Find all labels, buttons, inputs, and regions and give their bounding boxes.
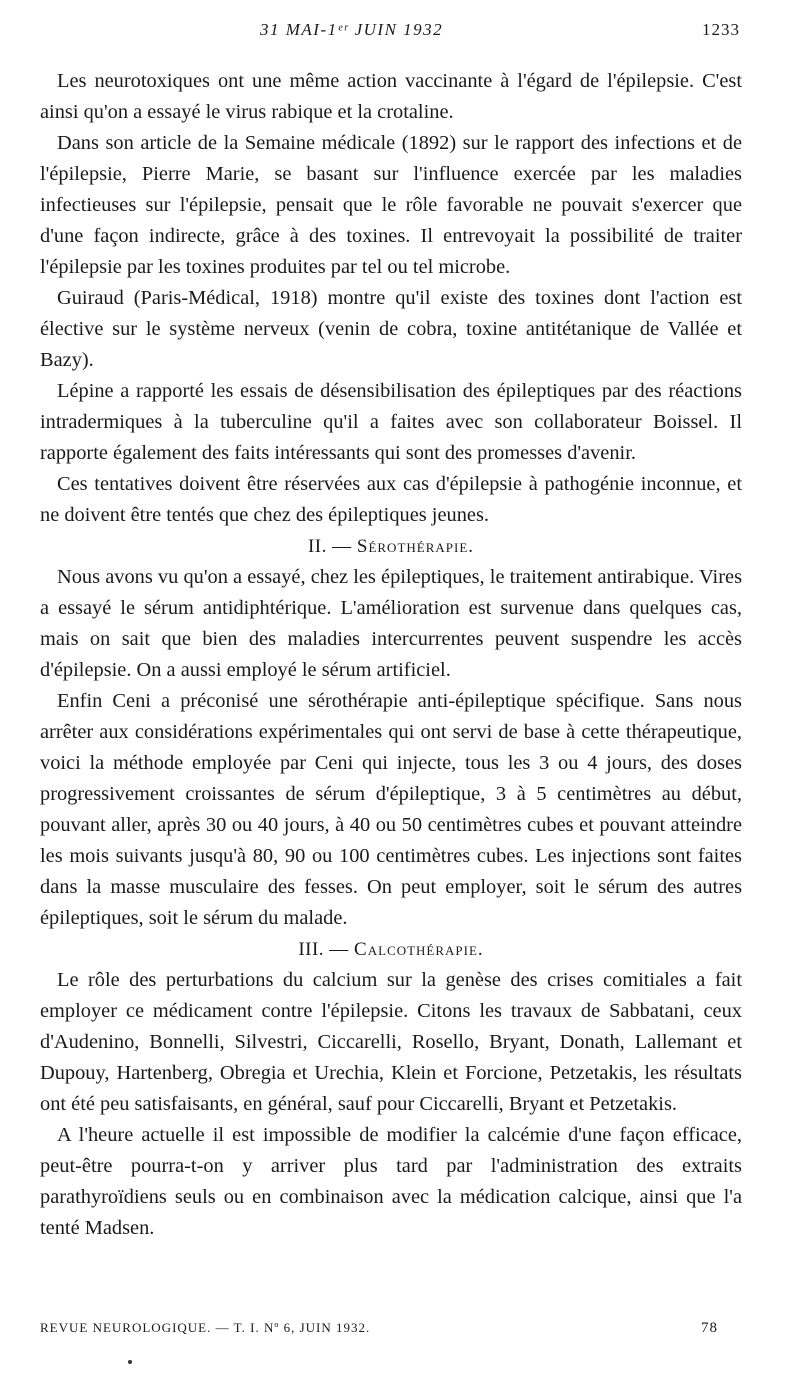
page-number: 1233 — [702, 20, 740, 39]
journal-signature: REVUE NEUROLOGIQUE. — T. I. Nº 6, JUIN 1932. — [40, 1320, 371, 1335]
section-numeral: II. — — [307, 536, 352, 557]
paragraph: Guiraud (Paris-Médical, 1918) montre qu'il existe des toxines dont l'action est élective sur le système nerveux (venin de cobra, toxine antitétanique de Vallée et Bazy). — [40, 287, 742, 371]
paragraph: Enfin Ceni a préconisé une sérothérapie anti-épileptique spécifique. Sans nous arrêter aux considérations expérimentales qui ont servi de base à cette thérapeutique, voici la méthode employée par Ceni qui injecte, tous les 3 ou 4 jours, des doses progressivement croissantes de sérum d'épileptique, 3 à 5 centimètres au début, pouvant aller, après 30 ou 40 jours, à 40 ou 50 centimètres cubes et pouvant atteindre les mois suivants jusqu'à 80, 90 ou 100 centimètres cubes. Les injections sont faites dans la masse musculaire des fesses. On peut employer, soit le sérum des autres épileptiques, soit le sérum du malade. — [40, 690, 742, 929]
section-heading-calcotherapie — [40, 934, 742, 965]
paragraph: Les neurotoxiques ont une même action vaccinante à l'égard de l'épilepsie. C'est ainsi qu'on a essayé le virus rabique et la crotaline. — [40, 70, 742, 123]
paragraph: Ces tentatives doivent être réservées aux cas d'épilepsie à pathogénie inconnue, et ne doivent être tentés que chez des épileptiques jeunes. — [40, 473, 742, 526]
paragraph: A l'heure actuelle il est impossible de modifier la calcémie d'une façon efficace, peut-être pourra-t-on y arriver plus tard par l'administration des extraits parathyroïdiens seuls ou en combinaison avec la médication calcique, ainsi que l'a tenté Madsen. — [40, 1124, 742, 1239]
section-title: Calcothérapie. — [354, 939, 484, 960]
section-title: Sérothérapie. — [356, 536, 475, 557]
print-speck — [128, 1360, 132, 1364]
section-numeral: III. — — [298, 939, 349, 960]
paragraph: Dans son article de la Semaine médicale (1892) sur le rapport des infections et de l'épilepsie, Pierre Marie, se basant sur l'influence exercée par les maladies infectieuses sur l'épilepsie, pensait que le rôle favorable ne pouvait s'exercer que d'une façon indirecte, grâce à des toxines. Il entrevoyait la possibilité de traiter l'épilepsie par les toxines produites par tel ou tel microbe. — [40, 132, 742, 278]
header-date: 31 MAI-1ᵉʳ JUIN 1932 — [260, 20, 444, 39]
section-heading-serotherapie — [40, 531, 742, 562]
page-footer — [40, 1320, 740, 1344]
sheet-number: 78 — [701, 1320, 718, 1336]
paragraph: Lépine a rapporté les essais de désensibilisation des épileptiques par des réactions intradermiques à la tuberculine qu'il a faites avec son collaborateur Boissel. Il rapporte également des faits intéressants qui sont des promesses d'avenir. — [40, 380, 742, 464]
running-header — [40, 20, 740, 50]
paragraph: Le rôle des perturbations du calcium sur la genèse des crises comitiales a fait employer ce médicament contre l'épilepsie. Citons les travaux de Sabbatani, ceux d'Audenino, Bonnelli, Silvestri, Ciccarelli, Rosello, Bryant, Donath, Lallemant et Dupouy, Hartenberg, Obregia et Urechia, Klein et Forcione, Petzetakis, les résultats ont été peu satisfaisants, en général, sauf pour Ciccarelli, Bryant et Petzetakis. — [40, 969, 742, 1115]
paragraph: Nous avons vu qu'on a essayé, chez les épileptiques, le traitement antirabique. Vires a essayé le sérum antidiphtérique. L'amélioration est survenue dans quelques cas, mais on sait que bien des maladies intercurrentes peuvent suspendre les accès d'épilepsie. On a aussi employé le sérum artificiel. — [40, 566, 742, 681]
body-text — [40, 66, 742, 1244]
